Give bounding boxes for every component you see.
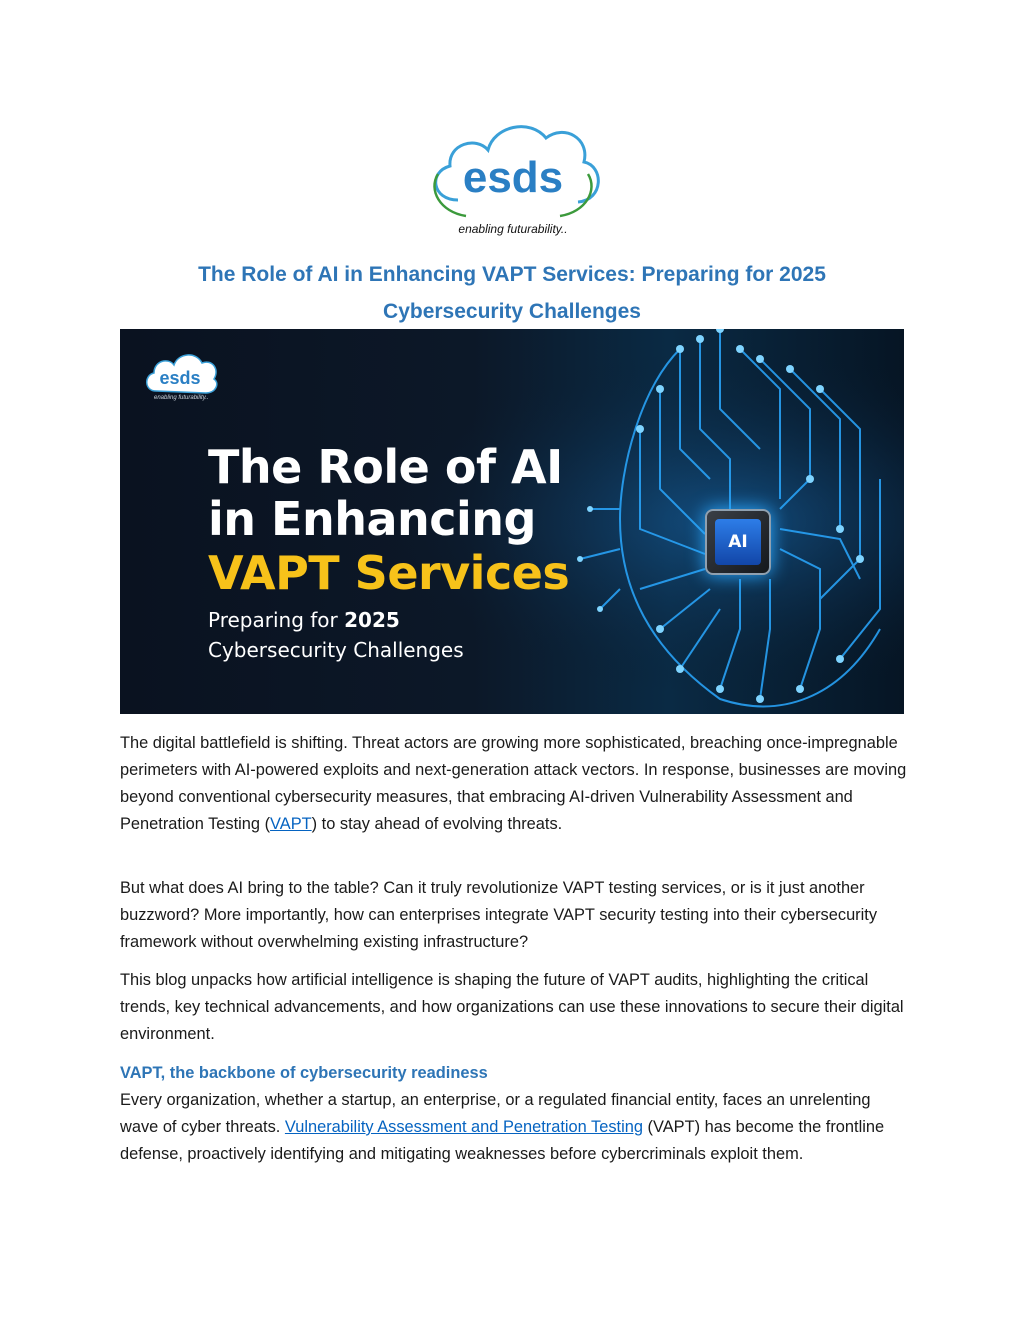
title-line-2: Cybersecurity Challenges <box>383 300 641 323</box>
vapt-link[interactable]: VAPT <box>270 815 312 833</box>
vapt-paragraph <box>120 1087 910 1168</box>
banner-heading-line-2: in Enhancing <box>208 492 536 546</box>
logo-tagline: enabling futurability.. <box>458 222 568 236</box>
p4-text-after: (VAPT) has become the frontline defense, proactively identifying and mitigating weaknesses before cybercriminals exploit them. <box>120 1118 885 1163</box>
ai-chip-label: AI <box>715 519 761 565</box>
p1-text-after: ) to stay ahead of evolving threats. <box>311 815 563 833</box>
title-line-1: The Role of AI in Enhancing VAPT Services: Preparing for 2025 <box>198 263 826 286</box>
intro-paragraph <box>120 730 910 838</box>
esds-logo <box>418 112 608 242</box>
vapt-full-name-link[interactable]: Vulnerability Assessment and Penetration Testing <box>284 1118 643 1136</box>
banner-subtitle-line-2: Cybersecurity Challenges <box>208 638 464 662</box>
p4-text-before: Every organization, whether a startup, an enterprise, or a regulated financial entity, faces an unrelenting wave of cyber threats. <box>120 1091 871 1136</box>
p1-text-before: The digital battlefield is shifting. Threat actors are growing more sophisticated, breaching once-impregnable perimeters with AI-powered exploits and next-generation attack vectors. In response, businesses are moving beyond conventional cybersecurity measures, that embracing AI-driven Vulnerability Assessment and Penetration Testing ( <box>120 734 907 833</box>
page-title <box>120 256 904 330</box>
banner-subtitle-year: 2025 <box>344 608 400 632</box>
banner-heading-highlight: VAPT Services <box>208 546 570 600</box>
banner-heading-line-1: The Role of AI <box>208 440 563 494</box>
logo-brand-text: esds <box>462 153 564 202</box>
banner-subtitle-prefix: Preparing for <box>208 608 345 632</box>
banner-logo-tagline: enabling futurability.. <box>154 395 209 401</box>
overview-paragraph: This blog unpacks how artificial intelligence is shaping the future of VAPT audits, highlighting the critical trends, key technical advancements, and how organizations can use these innovations to secure their digital environment. <box>120 971 904 1043</box>
section-heading: VAPT, the backbone of cybersecurity readiness <box>120 1064 488 1082</box>
question-paragraph: But what does AI bring to the table? Can it truly revolutionize VAPT testing services, or is it just another buzzword? More importantly, how can enterprises integrate VAPT security testing into their cybersecurity framework without overwhelming existing infrastructure? <box>120 879 878 951</box>
banner-logo-brand: esds <box>159 368 201 388</box>
ai-chip-icon <box>705 509 771 575</box>
banner-subtitle-line-1 <box>208 605 400 635</box>
hero-banner <box>120 329 904 714</box>
